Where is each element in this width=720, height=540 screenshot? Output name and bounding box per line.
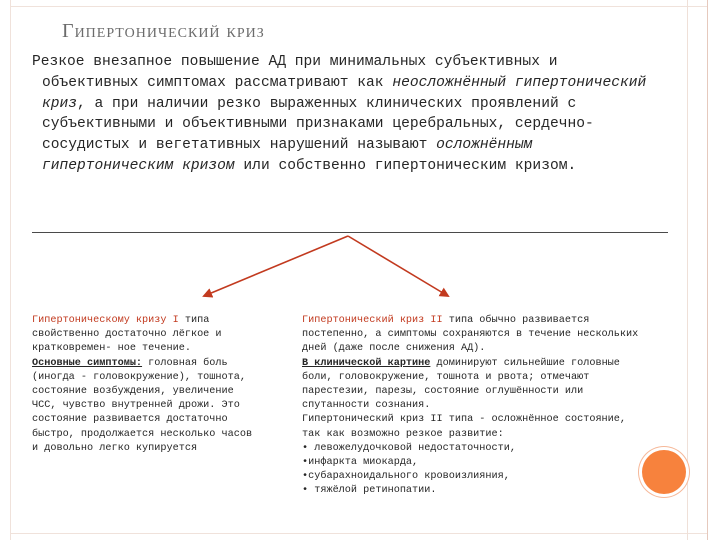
- slide-title: Гипертонический криз: [62, 20, 265, 42]
- left-symptoms-text: головная боль (иногда - головокружение), тошнота, состояние возбуждения, увеличение ЧСС, чувство внутренней дрожи. Это состояние развивается достаточно быстро, продолжается несколько часов и довольно легко купируется: [32, 357, 253, 454]
- intro-italic1: неосложнённый гипертонический криз: [42, 74, 647, 112]
- intro-part2: , а при наличии резко выраженных клинических проявлений с субъективными и объективными признаками церебральных, сердечно-сосудистых и вегетативных нарушений называют: [42, 95, 594, 154]
- frame-top-line: [10, 6, 708, 7]
- intro-paragraph: [32, 52, 662, 177]
- intro-part1: Резкое внезапное повышение АД при минимальных субъективных и объективных симптомах рассматривают как: [32, 54, 558, 91]
- intro-italic2: осложнённым гипертоническим кризом: [42, 137, 533, 174]
- arrow-right: [348, 236, 448, 296]
- left-lead: Гипертоническому кризу I: [32, 315, 179, 326]
- left-symptoms-label: Основные симптомы:: [32, 357, 143, 369]
- complication-item: • левожелудочковой недостаточности,: [302, 442, 516, 454]
- frame-right-inner-line: [687, 0, 688, 540]
- complication-item: •субарахноидального кровоизлияния,: [302, 471, 510, 483]
- right-lead-rest: типа обычно развивается постепенно, а симптомы сохраняются в течение нескольких дней (даже после снижения АД).: [302, 315, 639, 355]
- right-complication-text: Гипертонический криз II типа - осложнённое состояние, так как возможно резкое развитие:: [302, 414, 627, 440]
- frame-left-line: [10, 0, 11, 540]
- frame-right-line: [707, 0, 708, 540]
- right-clinic-text: доминируют сильнейшие головные боли, головокружение, тошнота и рвота; отмечают парестезии, парезы, состояние оглушённости или спутанности сознания.: [302, 357, 620, 412]
- complication-item: •инфаркта миокарда,: [302, 457, 419, 469]
- right-column-type2: [302, 314, 642, 499]
- frame-bottom-line: [10, 533, 708, 534]
- divider-line: [32, 232, 668, 233]
- left-lead-rest: типа свойственно достаточно лёгкое и кратковремен- ное течение.: [32, 315, 222, 355]
- intro-part3: или собственно гипертоническим кризом.: [234, 157, 577, 174]
- arrow-left: [204, 236, 348, 296]
- complication-item: • тяжёлой ретинопатии.: [302, 485, 437, 497]
- left-column-type1: [32, 314, 262, 456]
- decorative-orange-circle: [642, 450, 686, 494]
- right-lead: Гипертонический криз II: [302, 315, 443, 326]
- right-clinic-label: В клинической картине: [302, 357, 431, 369]
